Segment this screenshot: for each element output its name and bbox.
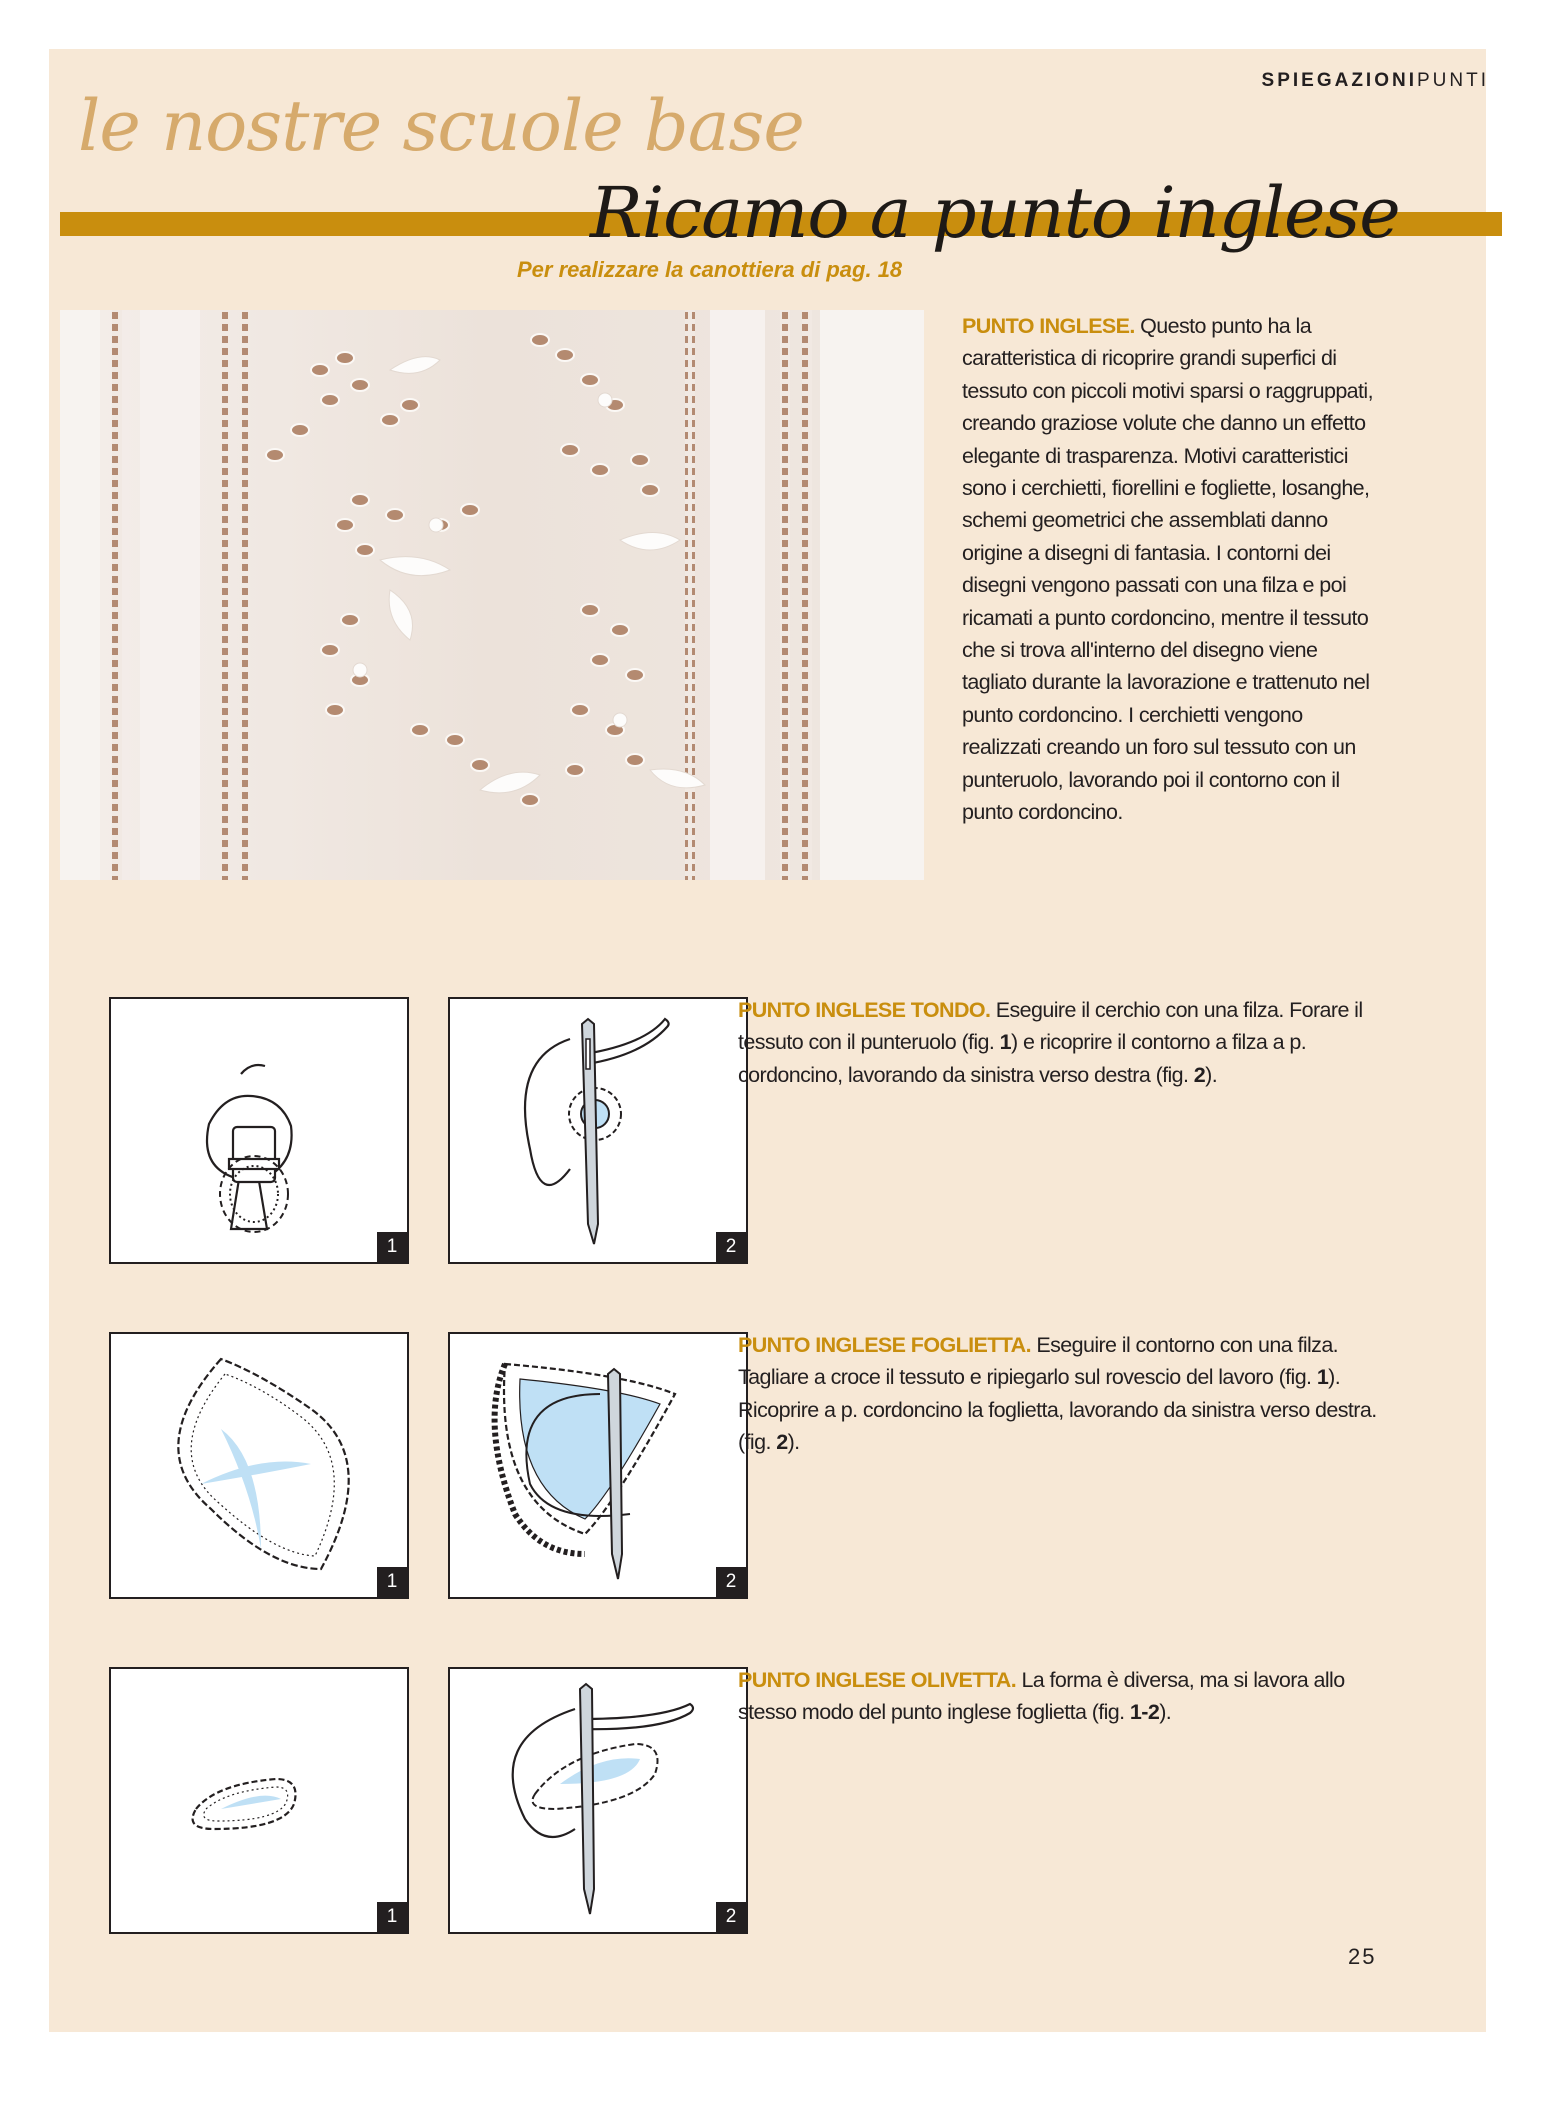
step-olivetta: PUNTO INGLESE OLIVETTA. La forma è diversa, ma si lavora allo stesso modo del punto inglese foglietta (fig. 1-2).: [738, 1668, 1345, 1725]
intro-text: Questo punto ha la caratteristica di ricoprire grandi superfici di tessuto con piccoli motivi sparsi o raggruppati, creando graziose volute che danno un effetto elegante di trasparenza. Motivi caratteristici sono i cerchietti, fiorellini e fogliette, losanghe, schemi geometrici che assemblati danno origine a disegni di fantasia. I contorni dei disegni vengono passati con una filza e poi ricamati a punto cordoncino, mentre il tessuto che si trova all'interno del disegno viene tagliato durante la lavorazione e trattenuto nel punto cordoncino. I cerchietti vengono realizzati creando un foro sul tessuto con un punteruolo, lavorando poi il contorno con il punto cordoncino.: [962, 314, 1373, 825]
figure-number: 2: [716, 1232, 746, 1262]
figure-tondo-2: [448, 997, 748, 1264]
section-tag: SPIEGAZIONIPUNTI: [1261, 70, 1489, 91]
subtitle: Per realizzare la canottiera di pag. 18: [517, 257, 903, 282]
figure-olivetta-2: [448, 1667, 748, 1934]
figure-number: 1: [377, 1567, 407, 1597]
figure-foglietta-1: [109, 1332, 409, 1599]
figure-tondo-1: [109, 997, 409, 1264]
intro-lead: PUNTO INGLESE.: [962, 314, 1135, 338]
step-tondo: PUNTO INGLESE TONDO. Eseguire il cerchio con una filza. Forare il tessuto con il punteruolo (fig. 1) e ricoprire il contorno a filza a p. cordoncino, lavorando da sinistra verso destra (fig. 2).: [738, 998, 1363, 1087]
figure-foglietta-2: [448, 1332, 748, 1599]
figure-number: 2: [716, 1902, 746, 1932]
page-title: Ricamo a punto inglese: [590, 172, 1400, 254]
intro-paragraph: [962, 310, 1377, 829]
page-number: 25: [1348, 1944, 1377, 1969]
figure-olivetta-1: [109, 1667, 409, 1934]
figure-number: 1: [377, 1902, 407, 1932]
step-foglietta: PUNTO INGLESE FOGLIETTA. Eseguire il contorno con una filza. Tagliare a croce il tessuto e ripiegarlo sul rovescio del lavoro (fig. 1). Ricoprire a p. cordoncino la foglietta, lavorando da sinistra verso destra. (fig. 2).: [738, 1333, 1377, 1455]
figure-number: 1: [377, 1232, 407, 1262]
figure-number: 2: [716, 1567, 746, 1597]
embroidery-photo: [60, 310, 924, 880]
kicker-title: le nostre scuole base: [78, 85, 804, 167]
